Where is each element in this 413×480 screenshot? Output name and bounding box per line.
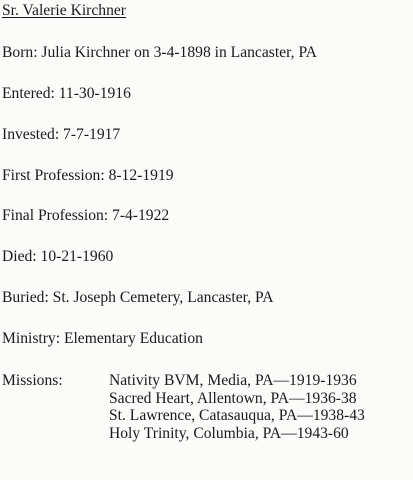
buried-line: Buried: St. Joseph Cemetery, Lancaster, PA [2,289,274,306]
mission-item: Holy Trinity, Columbia, PA—1943-60 [109,424,349,442]
died-line: Died: 10-21-1960 [2,248,114,265]
first-profession-line: First Profession: 8-12-1919 [2,167,174,184]
missions-list [109,372,365,442]
sister-name: Sr. Valerie Kirchner [2,2,126,19]
born-line: Born: Julia Kirchner on 3-4-1898 in Lancaster, PA [2,44,317,61]
invested-line: Invested: 7-7-1917 [2,126,121,143]
final-profession-line: Final Profession: 7-4-1922 [2,207,170,224]
mission-item: Sacred Heart, Allentown, PA—1936-38 [109,389,357,407]
mission-item: Nativity BVM, Media, PA—1919-1936 [109,372,357,389]
entered-line: Entered: 11-30-1916 [2,85,131,102]
missions-label: Missions: [2,372,63,389]
ministry-line: Ministry: Elementary Education [2,330,203,347]
mission-item: St. Lawrence, Catasauqua, PA—1938-43 [109,407,365,424]
